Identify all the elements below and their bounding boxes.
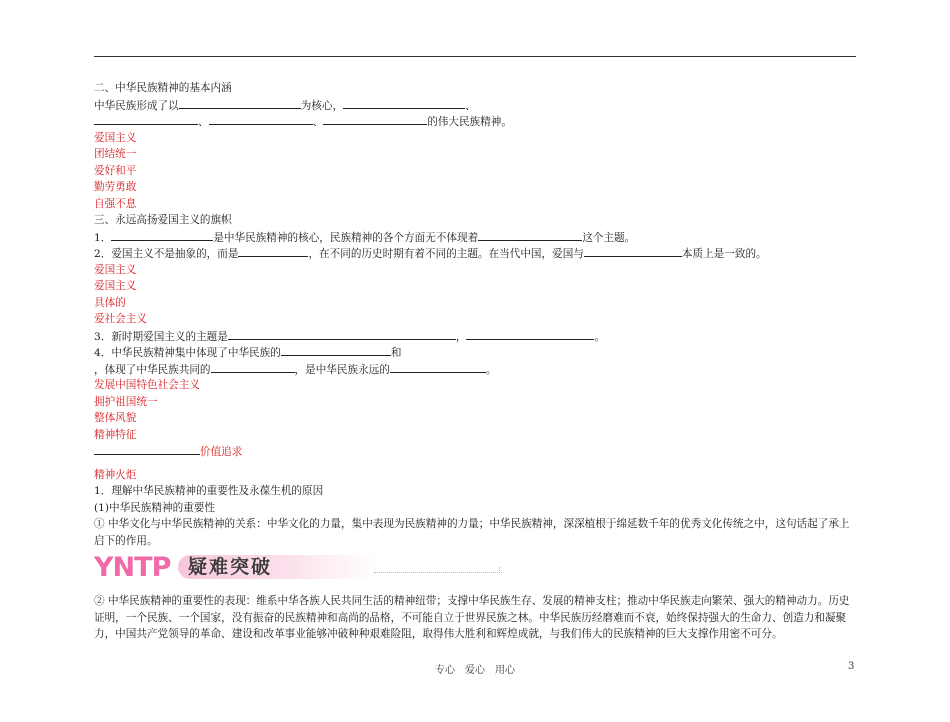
q-text: 。 [485,363,497,376]
body-paragraph: 1．理解中华民族精神的重要性及永葆生机的原因 [94,485,324,497]
q-text: ，体现了中华民族共同的 [94,363,211,376]
body-paragraph: ① 中华文化与中华民族精神的关系：中华文化的力量，集中表现为民族精神的力量；中华民族精神，深深植根于绵延数千年的优秀文化传统之中，这句话起了承上启下的作用。 [94,518,850,547]
answer-blank [111,229,213,241]
answer-text: 拥护祖国统一 [94,395,158,408]
q-text: ， [455,330,467,343]
answer-blank [323,113,427,125]
value-pursuit-line [94,443,856,460]
q-text: 3．新时期爱国主义的主题是 [94,330,228,343]
answer-blank [281,344,391,356]
q-text: 、 [465,99,476,112]
answer-text: 爱社会主义 [94,313,147,325]
section2-heading: 二、中华民族精神的基本内涵 [94,82,232,94]
q-text: ，在不同的历史时期有着不同的主题。在当代中国，爱国与 [308,248,584,260]
answer-text: 爱好和平 [94,164,137,177]
section3-question-4-line2 [94,361,856,378]
page-number: 3 [848,661,855,672]
header-rule [94,56,856,57]
answer-blank [211,361,295,373]
answer-text: 自强不息 [94,197,137,210]
q-text: 的伟大民族精神。 [427,116,512,128]
answer-text: 勤劳勇敢 [94,181,137,193]
value-pursuit-title: 价值追求 [200,446,243,458]
q-text: 和 [390,347,402,359]
answer-text: 精神特征 [94,428,137,441]
section3-heading: 三、永远高扬爱国主义的旗帜 [94,214,232,226]
q-text: 1． [94,231,112,244]
answer-text: 爱国主义 [94,263,137,276]
answer-blank [584,245,682,257]
q-text: 是中华民族精神的核心，民族精神的各个方面无不体现着 [213,231,479,244]
answer-blank [343,97,465,109]
answer-text: 整体风貌 [94,412,137,424]
difficulty-banner [94,551,856,587]
banner-dotted-line [374,572,502,573]
answer-blank [179,97,301,109]
answer-blank [478,229,582,241]
body-paragraph: ② 中华民族精神的重要性的表现：维系中华各族人民共同生活的精神纽带；支撑中华民族生存、发展的精神支柱；推动中华民族走向繁荣、强大的精神动力。历史证明，一个民族、一个国家，没有振奋的民族精神和高尚的品格，不可能自立于世界民族之林。中华民族历经磨难而不衰，始终保持强大的生命力、创造力和凝聚力，中国共产党领导的革命、建设和改革事业能够冲破种种艰难险阻，取得伟大胜利和辉煌成就，与我们伟大的民族精神的巨大支撑作用密不可分。 [94,595,850,640]
q-text: 2．爱国主义不是抽象的，而是 [94,248,239,260]
q-text: 中华民族形成了以 [94,99,179,112]
answer-blank [238,245,308,257]
banner-title: 疑难突破 [188,556,273,578]
answer-text: 团结统一 [94,148,137,160]
q-text: 为核心， [300,99,344,112]
yntp-logo: YNTP [94,552,171,583]
answer-text: 爱国主义 [94,131,137,144]
footer-text: 专心 爱心 用心 [435,665,515,676]
q-text: 本质上是一致的。 [681,248,767,260]
answer-text: 精神火炬 [94,468,137,481]
content-area [94,80,856,643]
q-text: 、 [198,116,209,128]
answer-blank [390,361,486,373]
answer-blank [94,113,198,125]
answer-blank [94,443,200,455]
answer-blank [466,328,594,340]
banner-dotted-tick [499,567,503,573]
section2-question-line2 [94,113,856,130]
banner-title-box [178,555,378,579]
answer-blank [209,113,313,125]
spacer [94,460,856,467]
section3-question-4-line1 [94,344,856,361]
section3-question-1 [94,229,856,246]
section3-question-2 [94,245,856,262]
q-text: 。 [594,330,606,343]
answer-blank [228,328,456,340]
q-text: ，是中华民族永远的 [294,363,390,376]
section2-question-line1 [94,97,856,114]
body-paragraph: (1)中华民族精神的重要性 [94,501,215,514]
answer-text: 具体的 [94,296,126,309]
answer-text: 发展中国特色社会主义 [94,379,200,391]
q-text: 、 [312,116,324,128]
q-text: 这个主题。 [582,231,636,244]
answer-text: 爱国主义 [94,280,137,292]
q-text: 4．中华民族精神集中体现了中华民族的 [94,347,281,359]
section3-question-3 [94,328,856,345]
